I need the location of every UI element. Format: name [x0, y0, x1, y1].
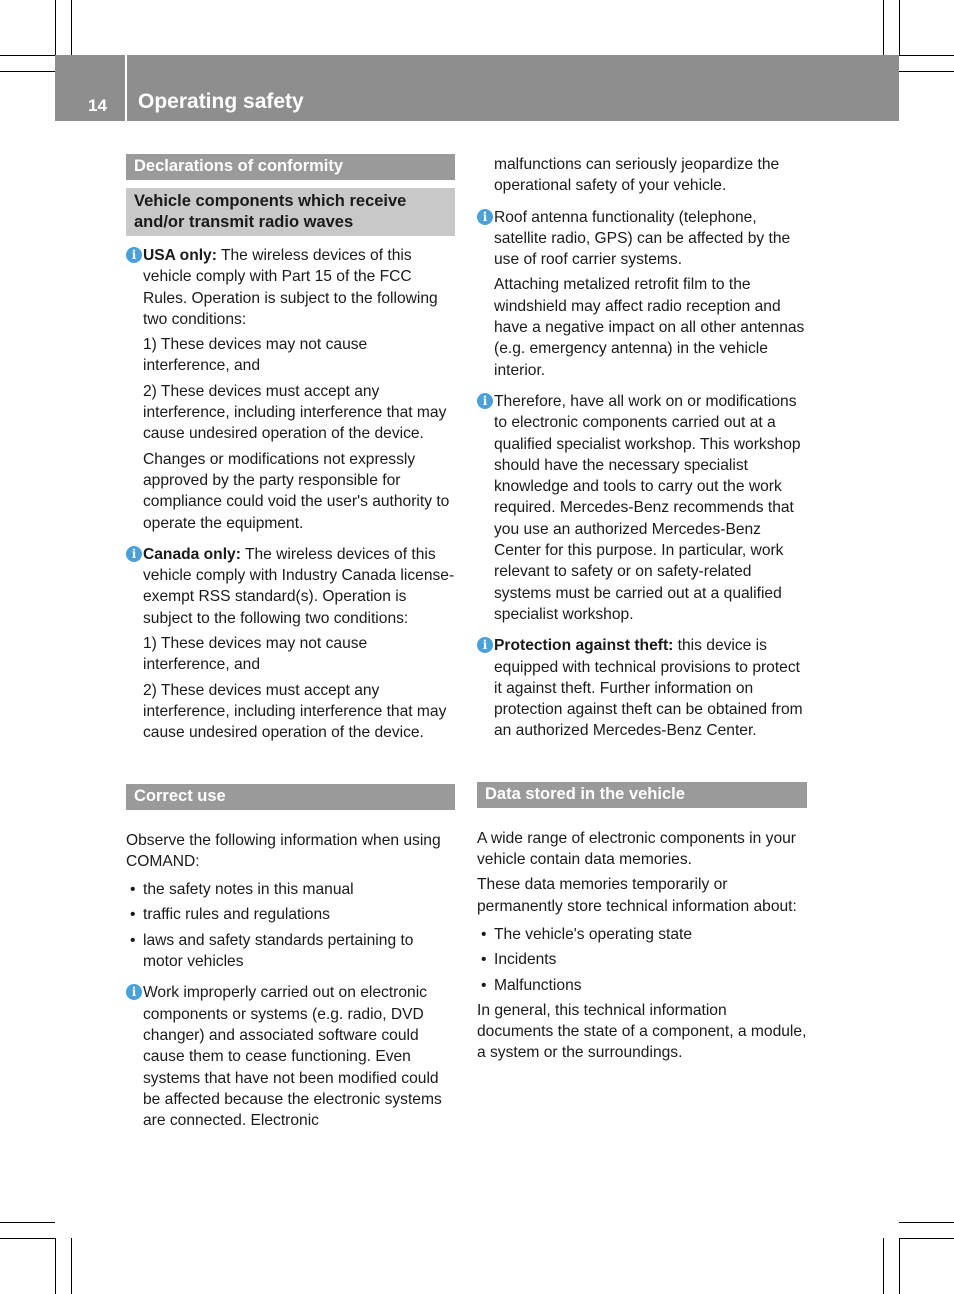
canada-lead: Canada only:: [143, 545, 241, 563]
bullet-icon: •: [130, 931, 136, 949]
observe-text: Observe the following information when using COMAND:: [126, 831, 441, 870]
usa-info-note: [126, 245, 455, 330]
crop-mark: [55, 1238, 56, 1294]
therefore-text: Therefore, have all work on or modifications to electronic components carried out at a qualified specialist workshop. This workshop should have the necessary specialist knowledge and tools to carry out the work required. Mercedes-Benz recommends that you use an authorized Mercedes-Benz Center for this purpose. In particular, work relevant to safety or on safety-related systems must be carried out at a qualified specialist workshop.: [494, 392, 801, 623]
section-heading-declarations: Declarations of conformity: [126, 154, 455, 180]
usa-lead: USA only:: [143, 247, 217, 264]
usa-changes-note: Changes or modifications not expressly approved by the party responsible for compliance could void the user's authority to operate the equipment.: [143, 450, 450, 532]
usa-text: [143, 245, 455, 330]
list-item: [126, 904, 455, 925]
roof-info-text: Roof antenna functionality (telephone, satellite radio, GPS) can be affected by the use of roof carrier systems.: [494, 208, 791, 269]
canada-condition-1: 1) These devices may not cause interference, and: [143, 635, 368, 674]
crop-mark: [899, 1238, 954, 1239]
canada-text: [143, 544, 455, 629]
chapter-title: Operating safety: [138, 90, 304, 113]
info-icon: i: [126, 984, 142, 1000]
list-item-text: laws and safety standards pertaining to motor vehicles: [143, 931, 414, 971]
list-item-text: Incidents: [494, 951, 557, 969]
theft-info-note: [477, 635, 807, 741]
crop-mark: [55, 0, 56, 55]
canada-condition-2: 2) These devices must accept any interference, including interference that may cause undesired operation of the device.: [143, 681, 447, 742]
film-text: Attaching metalized retrofit film to the windshield may affect radio reception and have a negative impact on all other antennas (e.g. emergency antenna) in the vehicle interior.: [494, 276, 805, 379]
info-icon: i: [126, 247, 142, 263]
list-item-text: The vehicle's operating state: [494, 925, 693, 943]
section-heading-correct-use: Correct use: [126, 784, 455, 810]
theft-lead: Protection against theft:: [494, 637, 674, 655]
crop-mark: [0, 55, 55, 56]
crop-mark: [899, 0, 900, 55]
crop-mark: [899, 1238, 900, 1294]
crop-mark: [899, 55, 954, 56]
data-paragraph-2: These data memories temporarily or permanently store technical information about:: [477, 876, 797, 915]
subsection-heading-radio: Vehicle components which receive and/or transmit radio waves: [126, 188, 455, 236]
list-item: [477, 949, 807, 970]
crop-mark: [0, 1238, 55, 1239]
list-item-text: traffic rules and regulations: [143, 906, 330, 924]
info-icon: i: [477, 393, 493, 409]
crop-mark: [0, 71, 55, 72]
info-icon: i: [126, 546, 142, 562]
crop-mark: [899, 1222, 954, 1223]
list-item: [126, 930, 455, 973]
work-info-text: Work improperly carried out on electronic components or systems (e.g. radio, DVD changer) and associated software could cause them to cease functioning. Even systems that have not been modified could be affected because the electronic systems are connected. Electronic: [143, 984, 442, 1130]
crop-mark: [899, 71, 954, 72]
left-column: [126, 154, 455, 1131]
crop-mark: [71, 0, 72, 55]
usa-body: The wireless devices of this vehicle comply with Part 15 of the FCC Rules. Operation is subject to the following two conditions:: [143, 247, 438, 328]
data-paragraph-3: In general, this technical information documents the state of a component, a module, a system or the surroundings.: [477, 1001, 807, 1062]
theft-body: this device is equipped with technical provisions to protect it against theft. Further information on protection against theft can be obtained from an authorized Mercedes-Benz Center.: [494, 637, 803, 740]
crop-mark: [883, 0, 884, 55]
usa-condition-2: 2) These devices must accept any interference, including interference that may cause undesired operation of the device.: [143, 382, 447, 443]
crop-mark: [883, 1238, 884, 1294]
header-divider: [125, 55, 127, 121]
list-item: [126, 879, 455, 900]
crop-mark: [71, 1238, 72, 1294]
roof-info-note: [477, 207, 807, 271]
continuation-text: malfunctions can seriously jeopardize the operational safety of your vehicle.: [494, 156, 780, 195]
data-paragraph-1: A wide range of electronic components in your vehicle contain data memories.: [477, 829, 796, 869]
therefore-info-note: [477, 391, 807, 625]
usa-condition-1: 1) These devices may not cause interference, and: [143, 336, 368, 375]
list-item: [477, 924, 807, 945]
canada-info-note: [126, 544, 455, 629]
bullet-icon: •: [481, 925, 487, 943]
bullet-icon: •: [130, 881, 136, 899]
bullet-icon: •: [481, 951, 487, 969]
list-item-text: Malfunctions: [494, 976, 582, 994]
canada-body: The wireless devices of this vehicle comply with Industry Canada license-exempt RSS standard(s). Operation is subject to the following two conditions:: [143, 545, 455, 627]
right-column: [477, 154, 807, 1064]
bullet-icon: •: [481, 976, 487, 994]
crop-mark: [0, 1222, 55, 1223]
list-item: [477, 975, 807, 996]
work-info-note: [126, 982, 455, 1131]
section-heading-data-stored: Data stored in the vehicle: [477, 782, 807, 808]
theft-text: [494, 635, 807, 741]
list-item-text: the safety notes in this manual: [143, 881, 354, 899]
info-icon: i: [477, 637, 493, 653]
page-number: 14: [88, 96, 107, 115]
bullet-icon: •: [130, 906, 136, 924]
info-icon: i: [477, 209, 493, 225]
